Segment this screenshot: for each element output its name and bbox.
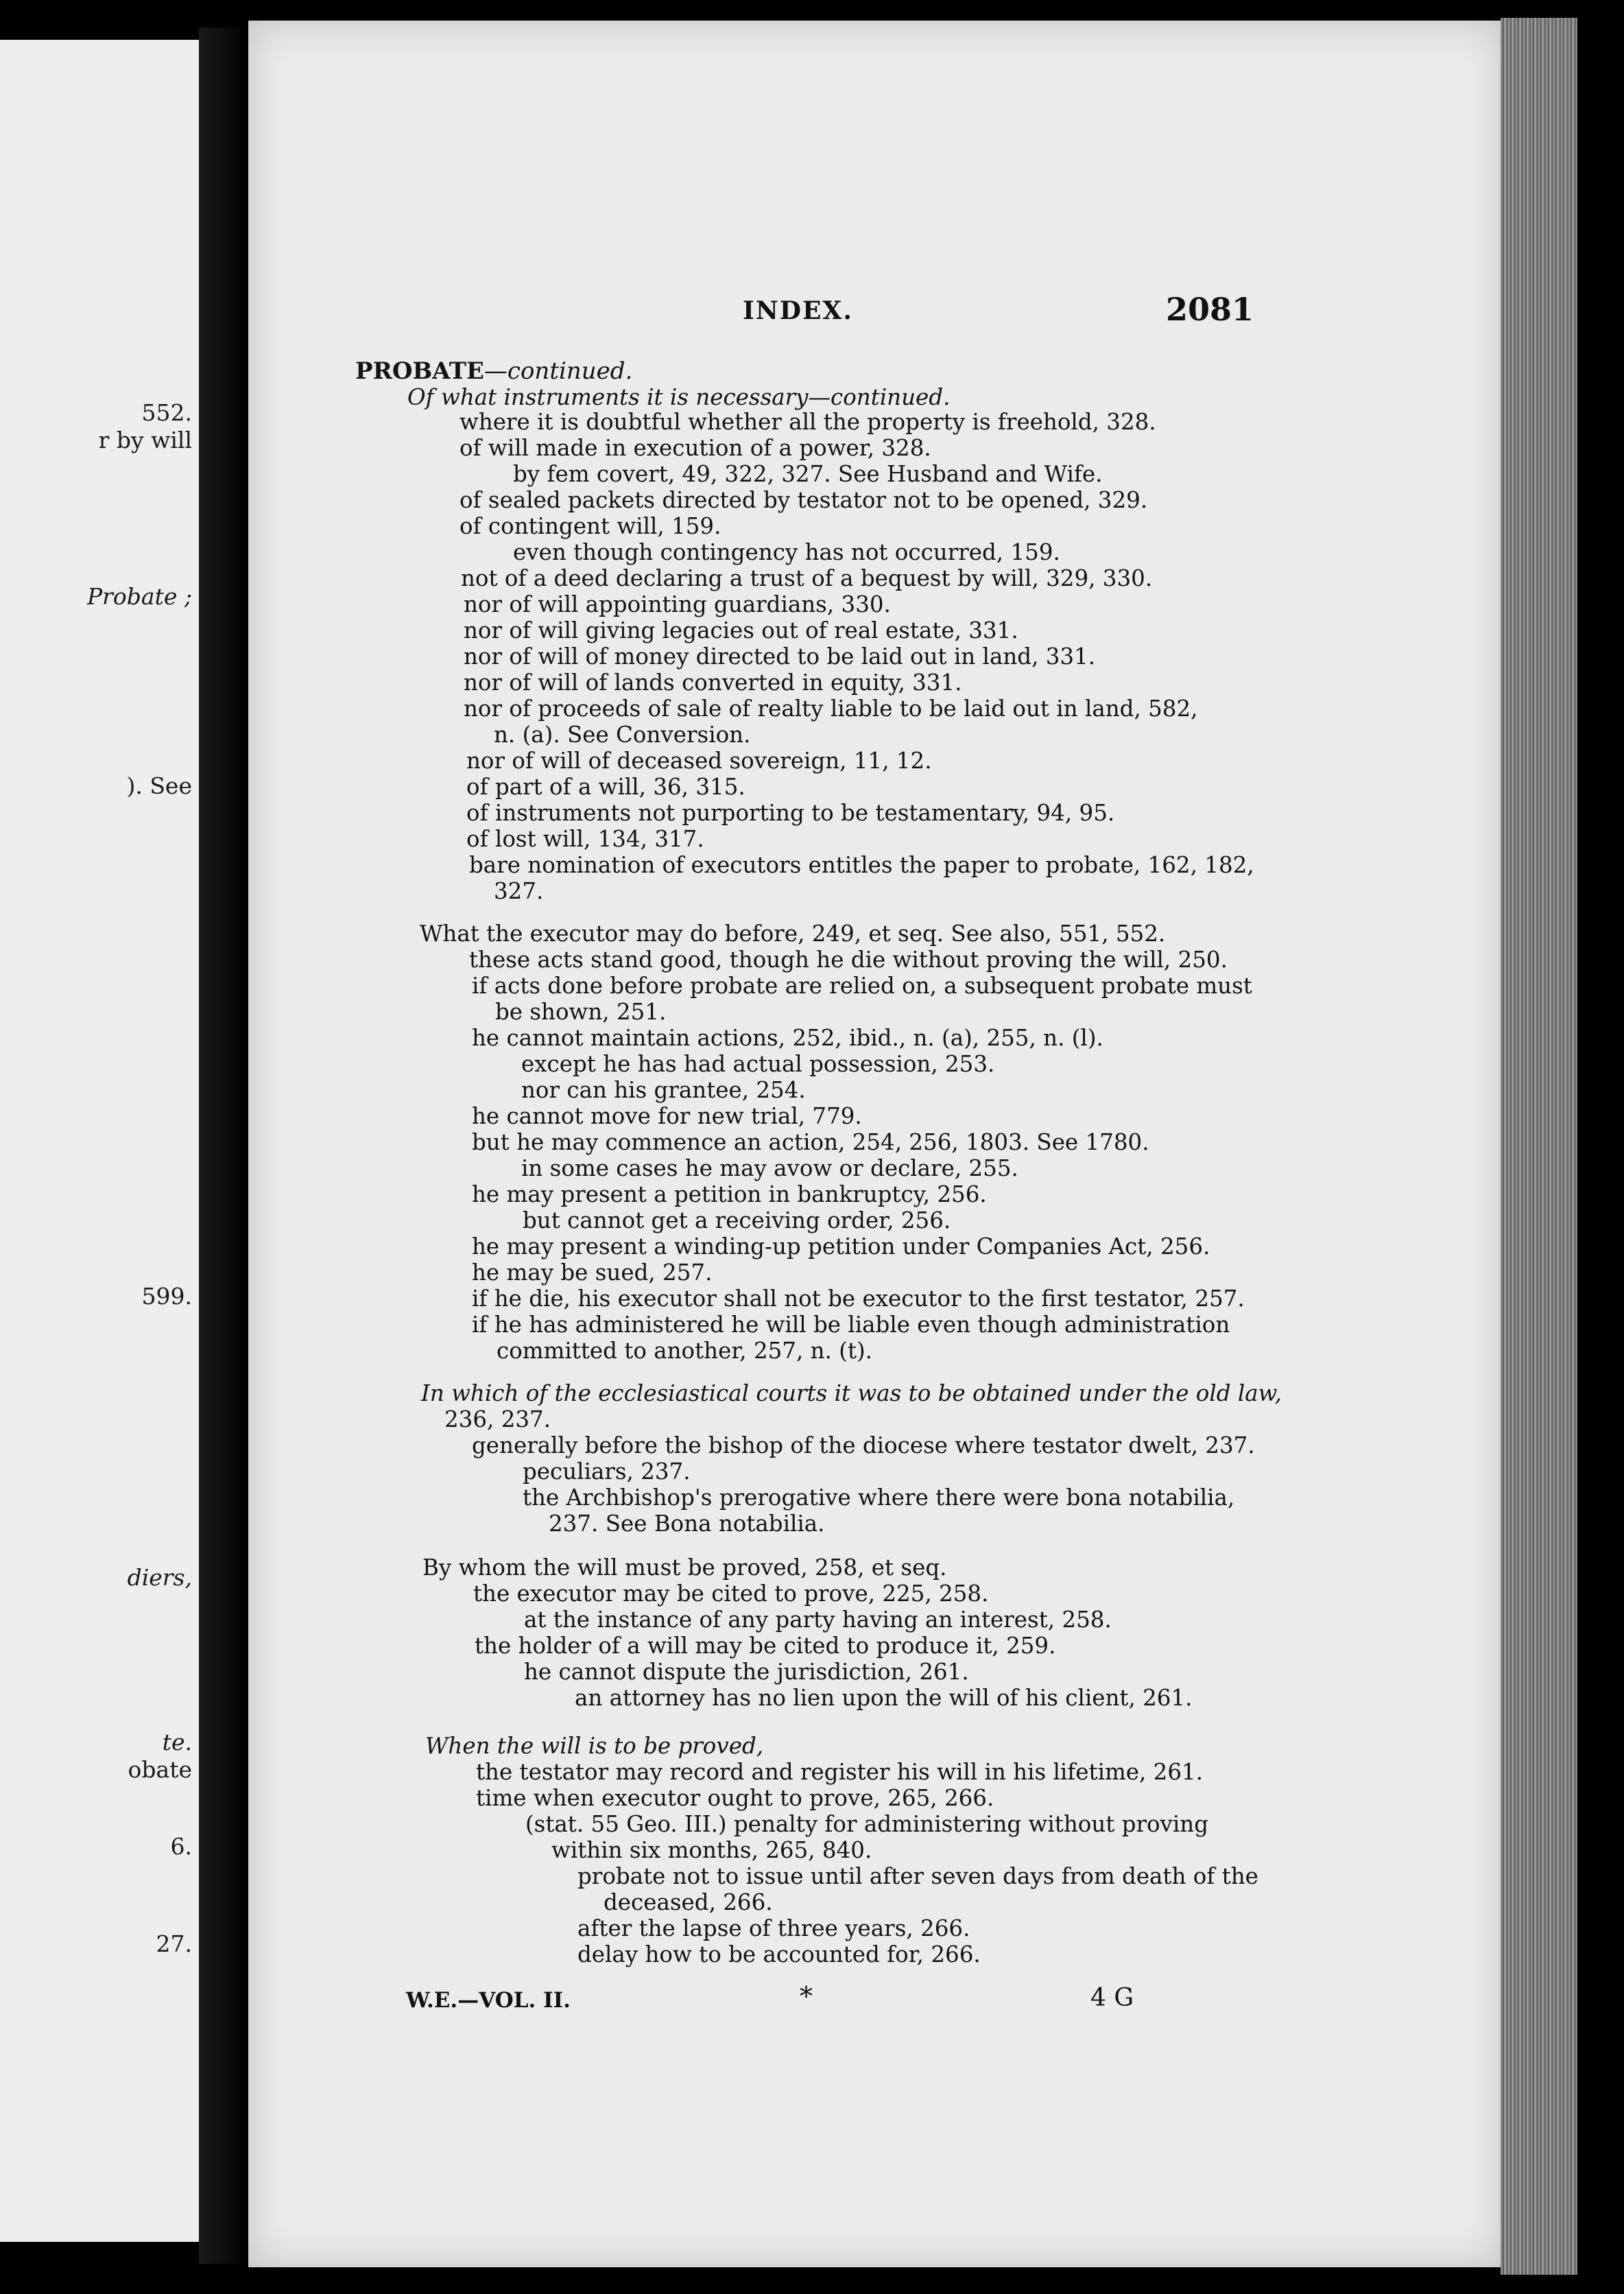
index-line: an attorney has no lien upon the will of his client, 261. bbox=[575, 1685, 1193, 1711]
index-line: but he may commence an action, 254, 256, 1803. See 1780. bbox=[472, 1129, 1149, 1155]
index-line: 236, 237. bbox=[444, 1406, 551, 1432]
index-line: not of a deed declaring a trust of a bequest by will, 329, 330. bbox=[461, 565, 1153, 591]
index-line: he cannot maintain actions, 252, ibid., n. (a), 255, n. (l). bbox=[472, 1025, 1103, 1051]
index-line: at the instance of any party having an interest, 258. bbox=[524, 1607, 1112, 1633]
section-subheading: Of what instruments it is necessary—continued. bbox=[407, 384, 951, 410]
section-subheading: What the executor may do before, 249, et seq. See also, 551, 552. bbox=[420, 921, 1166, 947]
index-line: the testator may record and register his will in his lifetime, 261. bbox=[476, 1759, 1204, 1785]
left-page-text: 599. bbox=[141, 1283, 192, 1310]
left-page-text: ). See bbox=[126, 772, 192, 799]
left-page-text: obate bbox=[128, 1756, 192, 1783]
section-subheading: In which of the ecclesiastical courts it was to be obtained under the old law, bbox=[421, 1380, 1282, 1406]
index-line: of part of a will, 36, 315. bbox=[466, 774, 745, 800]
index-line: generally before the bishop of the diocese where testator dwelt, 237. bbox=[472, 1432, 1255, 1458]
page-number: 2081 bbox=[1166, 291, 1254, 328]
book-gutter bbox=[199, 27, 240, 2264]
index-line: of lost will, 134, 317. bbox=[466, 826, 704, 852]
index-line: 237. See Bona notabilia. bbox=[549, 1511, 825, 1537]
index-line: 327. bbox=[494, 878, 544, 904]
footer-volume: W.E.—VOL. II. bbox=[406, 1988, 571, 2013]
index-line: nor of proceeds of sale of realty liable to be laid out in land, 582, bbox=[464, 696, 1198, 722]
index-line: nor of will giving legacies out of real estate, 331. bbox=[464, 617, 1018, 643]
index-line: he may present a winding-up petition under Companies Act, 256. bbox=[472, 1233, 1210, 1260]
index-line: within six months, 265, 840. bbox=[551, 1837, 872, 1863]
footer-mark: * bbox=[800, 1981, 813, 2011]
left-page-text: 552. bbox=[141, 399, 192, 426]
index-line: he may present a petition in bankruptcy, 256. bbox=[472, 1181, 987, 1207]
index-line: even though contingency has not occurred, 159. bbox=[513, 539, 1060, 565]
left-page-text: 27. bbox=[156, 1930, 192, 1957]
index-line: nor can his grantee, 254. bbox=[521, 1077, 806, 1103]
left-page-text: diers, bbox=[127, 1564, 192, 1591]
left-page-fragment bbox=[0, 40, 200, 2242]
index-line: bare nomination of executors entitles the paper to probate, 162, 182, bbox=[469, 852, 1254, 878]
entry-heading bbox=[355, 358, 632, 384]
index-line: nor of will of deceased sovereign, 11, 12. bbox=[466, 748, 932, 774]
index-line: time when executor ought to prove, 265, 266. bbox=[476, 1785, 994, 1811]
index-line: nor of will of lands converted in equity, 331. bbox=[464, 670, 962, 696]
index-line: peculiars, 237. bbox=[523, 1458, 691, 1485]
left-page-text: te. bbox=[162, 1729, 192, 1755]
index-line: (stat. 55 Geo. III.) penalty for administering without proving bbox=[525, 1811, 1209, 1837]
index-line: n. (a). See Conversion. bbox=[494, 722, 751, 748]
index-line: be shown, 251. bbox=[495, 999, 667, 1025]
index-line: deceased, 266. bbox=[604, 1889, 773, 1915]
index-line: probate not to issue until after seven days from death of the bbox=[577, 1863, 1258, 1889]
index-line: delay how to be accounted for, 266. bbox=[577, 1941, 981, 1967]
index-line: the executor may be cited to prove, 225, 258. bbox=[473, 1581, 989, 1607]
index-line: of contingent will, 159. bbox=[459, 513, 721, 539]
index-line: he may be sued, 257. bbox=[472, 1260, 713, 1286]
index-line: the Archbishop's prerogative where there were bona notabilia, bbox=[523, 1485, 1235, 1511]
index-line: except he has had actual possession, 253. bbox=[521, 1051, 995, 1077]
scan-border bbox=[1577, 14, 1624, 2278]
index-line: he cannot move for new trial, 779. bbox=[472, 1103, 862, 1129]
index-line: if acts done before probate are relied on, a subsequent probate must bbox=[472, 973, 1252, 999]
index-line: the holder of a will may be cited to produce it, 259. bbox=[475, 1633, 1056, 1659]
index-line: if he die, his executor shall not be executor to the first testator, 257. bbox=[472, 1286, 1245, 1312]
footer-signature: 4 G bbox=[1090, 1984, 1134, 2012]
running-title: INDEX. bbox=[743, 296, 853, 325]
index-line: of instruments not purporting to be testamentary, 94, 95. bbox=[466, 800, 1115, 826]
index-line: after the lapse of three years, 266. bbox=[577, 1915, 970, 1941]
left-page-text: Probate ; bbox=[86, 583, 192, 610]
left-page-text: 6. bbox=[170, 1833, 192, 1860]
index-line: but cannot get a receiving order, 256. bbox=[523, 1207, 951, 1233]
index-line: committed to another, 257, n. (t). bbox=[497, 1338, 873, 1364]
index-line: he cannot dispute the jurisdiction, 261. bbox=[524, 1659, 969, 1685]
index-line: where it is doubtful whether all the property is freehold, 328. bbox=[459, 409, 1156, 435]
entry-heading-suffix: —continued. bbox=[483, 357, 633, 385]
entry-heading-word: PROBATE bbox=[355, 357, 484, 385]
index-line: in some cases he may avow or declare, 255. bbox=[521, 1155, 1018, 1181]
index-line: of will made in execution of a power, 328. bbox=[459, 435, 931, 461]
section-subheading: By whom the will must be proved, 258, et seq. bbox=[422, 1554, 947, 1581]
index-line: of sealed packets directed by testator not to be opened, 329. bbox=[459, 487, 1148, 513]
index-line: by fem covert, 49, 322, 327. See Husband and Wife. bbox=[513, 461, 1103, 487]
section-subheading: When the will is to be proved, bbox=[425, 1733, 764, 1759]
left-page-text: r by will bbox=[98, 427, 192, 453]
index-line: nor of will of money directed to be laid out in land, 331. bbox=[464, 643, 1096, 670]
index-line: nor of will appointing guardians, 330. bbox=[464, 591, 891, 617]
index-line: these acts stand good, though he die without proving the will, 250. bbox=[469, 947, 1228, 973]
index-line: if he has administered he will be liable even though administration bbox=[472, 1312, 1230, 1338]
